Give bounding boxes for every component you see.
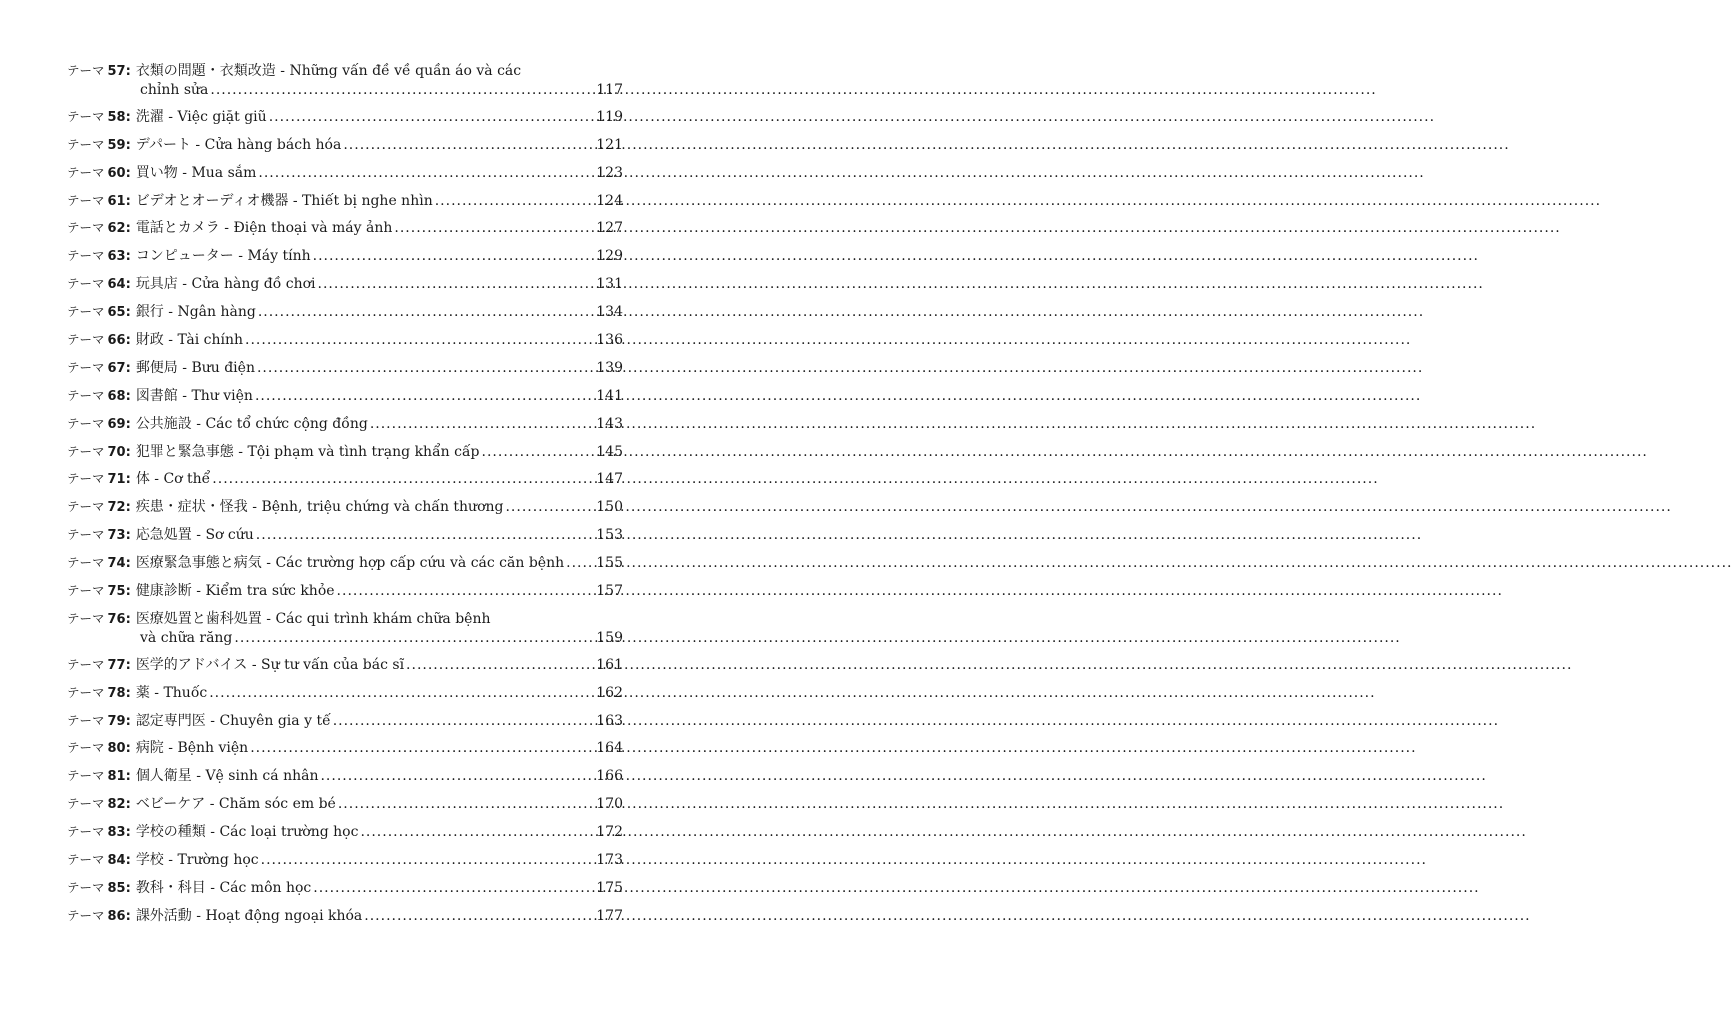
- toc-entry[interactable]: [67, 443, 623, 462]
- entry-title: 健康診断 - Kiểm tra sức khỏe: [135, 583, 335, 600]
- page-number: 166: [596, 768, 623, 785]
- page-number: 117: [596, 82, 623, 98]
- theme-label: テーマ: [67, 879, 105, 895]
- toc-entry[interactable]: [67, 712, 623, 731]
- entry-title: ベビーケア - Chăm sóc em bé: [135, 796, 336, 813]
- dot-leader: [318, 275, 595, 293]
- entry-title: 体 - Cơ thể: [135, 471, 211, 488]
- dot-leader: [255, 387, 594, 405]
- page-number: 163: [596, 712, 623, 729]
- dot-leader: [258, 164, 594, 182]
- toc-entry[interactable]: [67, 331, 623, 350]
- page-number: 131: [596, 276, 623, 293]
- dot-leader: [360, 823, 594, 841]
- page-number: 143: [596, 415, 623, 432]
- page-number: 141: [596, 387, 623, 404]
- theme-number: 58:: [107, 109, 131, 125]
- theme-number: 84:: [107, 853, 131, 869]
- toc-entry[interactable]: [67, 303, 623, 322]
- theme-label: テーマ: [67, 852, 105, 868]
- theme-label: テーマ: [67, 712, 105, 728]
- toc-entry[interactable]: [67, 359, 623, 378]
- entry-title: 応急処置 - Sơ cứu: [135, 527, 254, 544]
- entry-title: 洗濯 - Việc giặt giũ: [135, 108, 267, 125]
- theme-number: 72:: [107, 500, 131, 516]
- toc-entry[interactable]: [67, 275, 623, 294]
- entry-title: 衣類の問題・衣類改造 - Những vấn đề về quần áo và các: [135, 63, 522, 79]
- page-number: 172: [596, 824, 623, 841]
- theme-number: 79:: [107, 713, 131, 729]
- entry-title: 買い物 - Mua sắm: [135, 164, 257, 181]
- theme-number: 86:: [107, 908, 131, 924]
- page-number: 173: [596, 852, 623, 869]
- dot-leader: [343, 136, 594, 154]
- toc-entry[interactable]: [67, 907, 623, 926]
- entry-title: 医療処置と歯科処置 - Các qui trình khám chữa bệnh: [135, 610, 491, 627]
- theme-label: テーマ: [67, 499, 105, 515]
- theme-label: テーマ: [67, 610, 105, 626]
- page-number: 170: [596, 796, 623, 813]
- entry-title: 教科・科目 - Các môn học: [135, 879, 312, 896]
- theme-number: 59:: [107, 137, 131, 153]
- theme-number: 60:: [107, 165, 131, 181]
- theme-number: 70:: [107, 444, 131, 460]
- dot-leader: [435, 192, 595, 210]
- theme-number: 81:: [107, 769, 131, 785]
- dot-leader: [337, 582, 595, 600]
- theme-number: 80:: [107, 741, 131, 757]
- theme-number: 61:: [107, 193, 131, 209]
- page-number: 153: [596, 527, 623, 544]
- theme-label: テーマ: [67, 740, 105, 756]
- theme-number: 67:: [107, 360, 131, 376]
- theme-number: 65:: [107, 305, 131, 321]
- page-number: 134: [596, 304, 623, 321]
- dot-leader: [257, 359, 594, 377]
- toc-entry[interactable]: [67, 582, 623, 601]
- toc-entry[interactable]: [67, 656, 623, 675]
- page-number: 147: [596, 471, 623, 488]
- page-number: 159: [596, 629, 623, 646]
- dot-leader: [209, 684, 594, 702]
- page-number: 145: [596, 443, 623, 460]
- theme-number: 63:: [107, 249, 131, 265]
- theme-label: テーマ: [67, 164, 105, 180]
- theme-label: テーマ: [67, 555, 105, 571]
- entry-title: ビデオとオーディオ機器 - Thiết bị nghe nhìn: [135, 192, 433, 209]
- entry-title: 認定専門医 - Chuyên gia y tế: [135, 712, 331, 729]
- entry-title: 病院 - Bệnh viện: [135, 740, 249, 757]
- page-number: 123: [596, 164, 623, 181]
- theme-label: テーマ: [67, 656, 105, 672]
- theme-number: 69:: [107, 416, 131, 432]
- dot-leader: [394, 219, 594, 237]
- toc-entry[interactable]: [67, 851, 623, 870]
- theme-label: テーマ: [67, 359, 105, 375]
- entry-title: 個人衛星 - Vệ sinh cá nhân: [135, 768, 319, 785]
- entry-title: 電話とカメラ - Điện thoại và máy ảnh: [135, 220, 393, 237]
- theme-number: 62:: [107, 221, 131, 237]
- toc-entry[interactable]: [67, 684, 623, 703]
- dot-leader: [258, 303, 594, 321]
- toc-entry[interactable]: [67, 62, 623, 99]
- entry-title: 銀行 - Ngân hàng: [135, 304, 256, 321]
- theme-label: テーマ: [67, 443, 105, 459]
- theme-number: 76:: [107, 611, 131, 627]
- theme-number: 57:: [107, 64, 131, 79]
- dot-leader: [338, 795, 594, 813]
- toc-entry[interactable]: [67, 387, 623, 406]
- toc-entry[interactable]: [67, 415, 623, 434]
- dot-leader: [250, 739, 594, 757]
- theme-number: 73:: [107, 528, 131, 544]
- theme-label: テーマ: [67, 907, 105, 923]
- entry-title: 図書館 - Thư viện: [135, 387, 253, 404]
- entry-title: 学校 - Trường học: [135, 852, 259, 869]
- dot-leader: [406, 656, 594, 674]
- entry-title: 公共施設 - Các tổ chức cộng đồng: [135, 415, 368, 432]
- theme-label: テーマ: [67, 415, 105, 431]
- toc-entry[interactable]: [67, 192, 623, 211]
- dot-leader: [505, 498, 594, 516]
- theme-label: テーマ: [67, 220, 105, 236]
- theme-label: テーマ: [67, 471, 105, 487]
- theme-label: テーマ: [67, 768, 105, 784]
- theme-label: テーマ: [67, 136, 105, 152]
- toc-entry[interactable]: [67, 610, 623, 647]
- theme-label: テーマ: [67, 192, 105, 208]
- page-number: 124: [596, 192, 623, 209]
- dot-leader: [212, 470, 594, 488]
- theme-number: 77:: [107, 657, 131, 673]
- toc-entry[interactable]: [67, 470, 623, 489]
- page-number: 155: [596, 555, 623, 572]
- table-of-contents: [67, 62, 623, 935]
- dot-leader: [210, 81, 594, 99]
- entry-title: 犯罪と緊急事態 - Tội phạm và tình trạng khẩn cấp: [135, 443, 480, 460]
- theme-label: テーマ: [67, 387, 105, 403]
- entry-title: 疾患・症状・怪我 - Bệnh, triệu chứng và chấn thương: [135, 499, 504, 516]
- toc-entry[interactable]: [67, 795, 623, 814]
- page-number: 150: [596, 499, 623, 516]
- page-number: 164: [596, 740, 623, 757]
- entry-title: コンピューター - Máy tính: [135, 248, 311, 265]
- page-number: 119: [596, 108, 623, 125]
- theme-label: テーマ: [67, 276, 105, 292]
- dot-leader: [261, 851, 595, 869]
- entry-title: デパート - Cửa hàng bách hóa: [135, 136, 342, 153]
- dot-leader: [370, 415, 594, 433]
- dot-leader: [234, 629, 594, 647]
- page-number: 162: [596, 684, 623, 701]
- theme-label: テーマ: [67, 824, 105, 840]
- page-number: 129: [596, 248, 623, 265]
- page-number: 127: [596, 220, 623, 237]
- dot-leader: [320, 767, 594, 785]
- theme-label: テーマ: [67, 583, 105, 599]
- theme-label: テーマ: [67, 248, 105, 264]
- dot-leader: [482, 443, 595, 461]
- theme-number: 82:: [107, 797, 131, 813]
- entry-title: 薬 - Thuốc: [135, 684, 208, 701]
- theme-label: テーマ: [67, 684, 105, 700]
- entry-title: 郵便局 - Bưu điện: [135, 359, 255, 376]
- toc-entry[interactable]: [67, 247, 623, 266]
- page-number: 161: [596, 656, 623, 673]
- theme-label: テーマ: [67, 108, 105, 124]
- entry-title: 医療緊急事態と病気 - Các trường hợp cấp cứu và các căn bệnh: [135, 555, 565, 572]
- dot-leader: [313, 879, 594, 897]
- toc-entry[interactable]: [67, 136, 623, 155]
- theme-label: テーマ: [67, 332, 105, 348]
- theme-number: 64:: [107, 277, 131, 293]
- theme-label: テーマ: [67, 527, 105, 543]
- theme-label: テーマ: [67, 796, 105, 812]
- page-number: 157: [596, 583, 623, 600]
- toc-entry[interactable]: [67, 498, 623, 517]
- toc-entry[interactable]: [67, 526, 623, 545]
- theme-label: テーマ: [67, 304, 105, 320]
- toc-entry[interactable]: [67, 739, 623, 758]
- dot-leader: [245, 331, 594, 349]
- entry-title: 玩具店 - Cửa hàng đồ chơi: [135, 276, 316, 293]
- theme-number: 83:: [107, 825, 131, 841]
- entry-title: 学校の種類 - Các loại trường học: [135, 824, 359, 841]
- dot-leader: [256, 526, 594, 544]
- theme-label: テーマ: [67, 63, 105, 78]
- entry-title: 医学的アドバイス - Sự tư vấn của bác sĩ: [135, 656, 405, 673]
- toc-entry[interactable]: [67, 879, 623, 898]
- toc-entry[interactable]: [67, 108, 623, 127]
- entry-title-continued: và chữa răng: [140, 629, 233, 646]
- dot-leader: [313, 247, 595, 265]
- page-number: 121: [596, 136, 623, 153]
- page-number: 175: [596, 879, 623, 896]
- theme-number: 68:: [107, 388, 131, 404]
- theme-number: 66:: [107, 333, 131, 349]
- toc-entry[interactable]: [67, 823, 623, 842]
- entry-title: 課外活動 - Hoạt động ngoại khóa: [135, 907, 363, 924]
- dot-leader: [269, 108, 595, 126]
- toc-entry[interactable]: [67, 219, 623, 238]
- entry-title-continued: chỉnh sửa: [140, 82, 209, 98]
- toc-entry[interactable]: [67, 164, 623, 183]
- page-number: 177: [596, 907, 623, 924]
- theme-number: 85:: [107, 880, 131, 896]
- dot-leader: [364, 907, 594, 925]
- dot-leader: [566, 554, 594, 572]
- entry-title: 財政 - Tài chính: [135, 332, 244, 349]
- dot-leader: [333, 712, 595, 730]
- theme-number: 78:: [107, 685, 131, 701]
- toc-entry[interactable]: [67, 554, 623, 573]
- theme-number: 74:: [107, 556, 131, 572]
- theme-number: 75:: [107, 584, 131, 600]
- page-number: 136: [596, 332, 623, 349]
- theme-number: 71:: [107, 472, 131, 488]
- toc-entry[interactable]: [67, 767, 623, 786]
- page-number: 139: [596, 359, 623, 376]
